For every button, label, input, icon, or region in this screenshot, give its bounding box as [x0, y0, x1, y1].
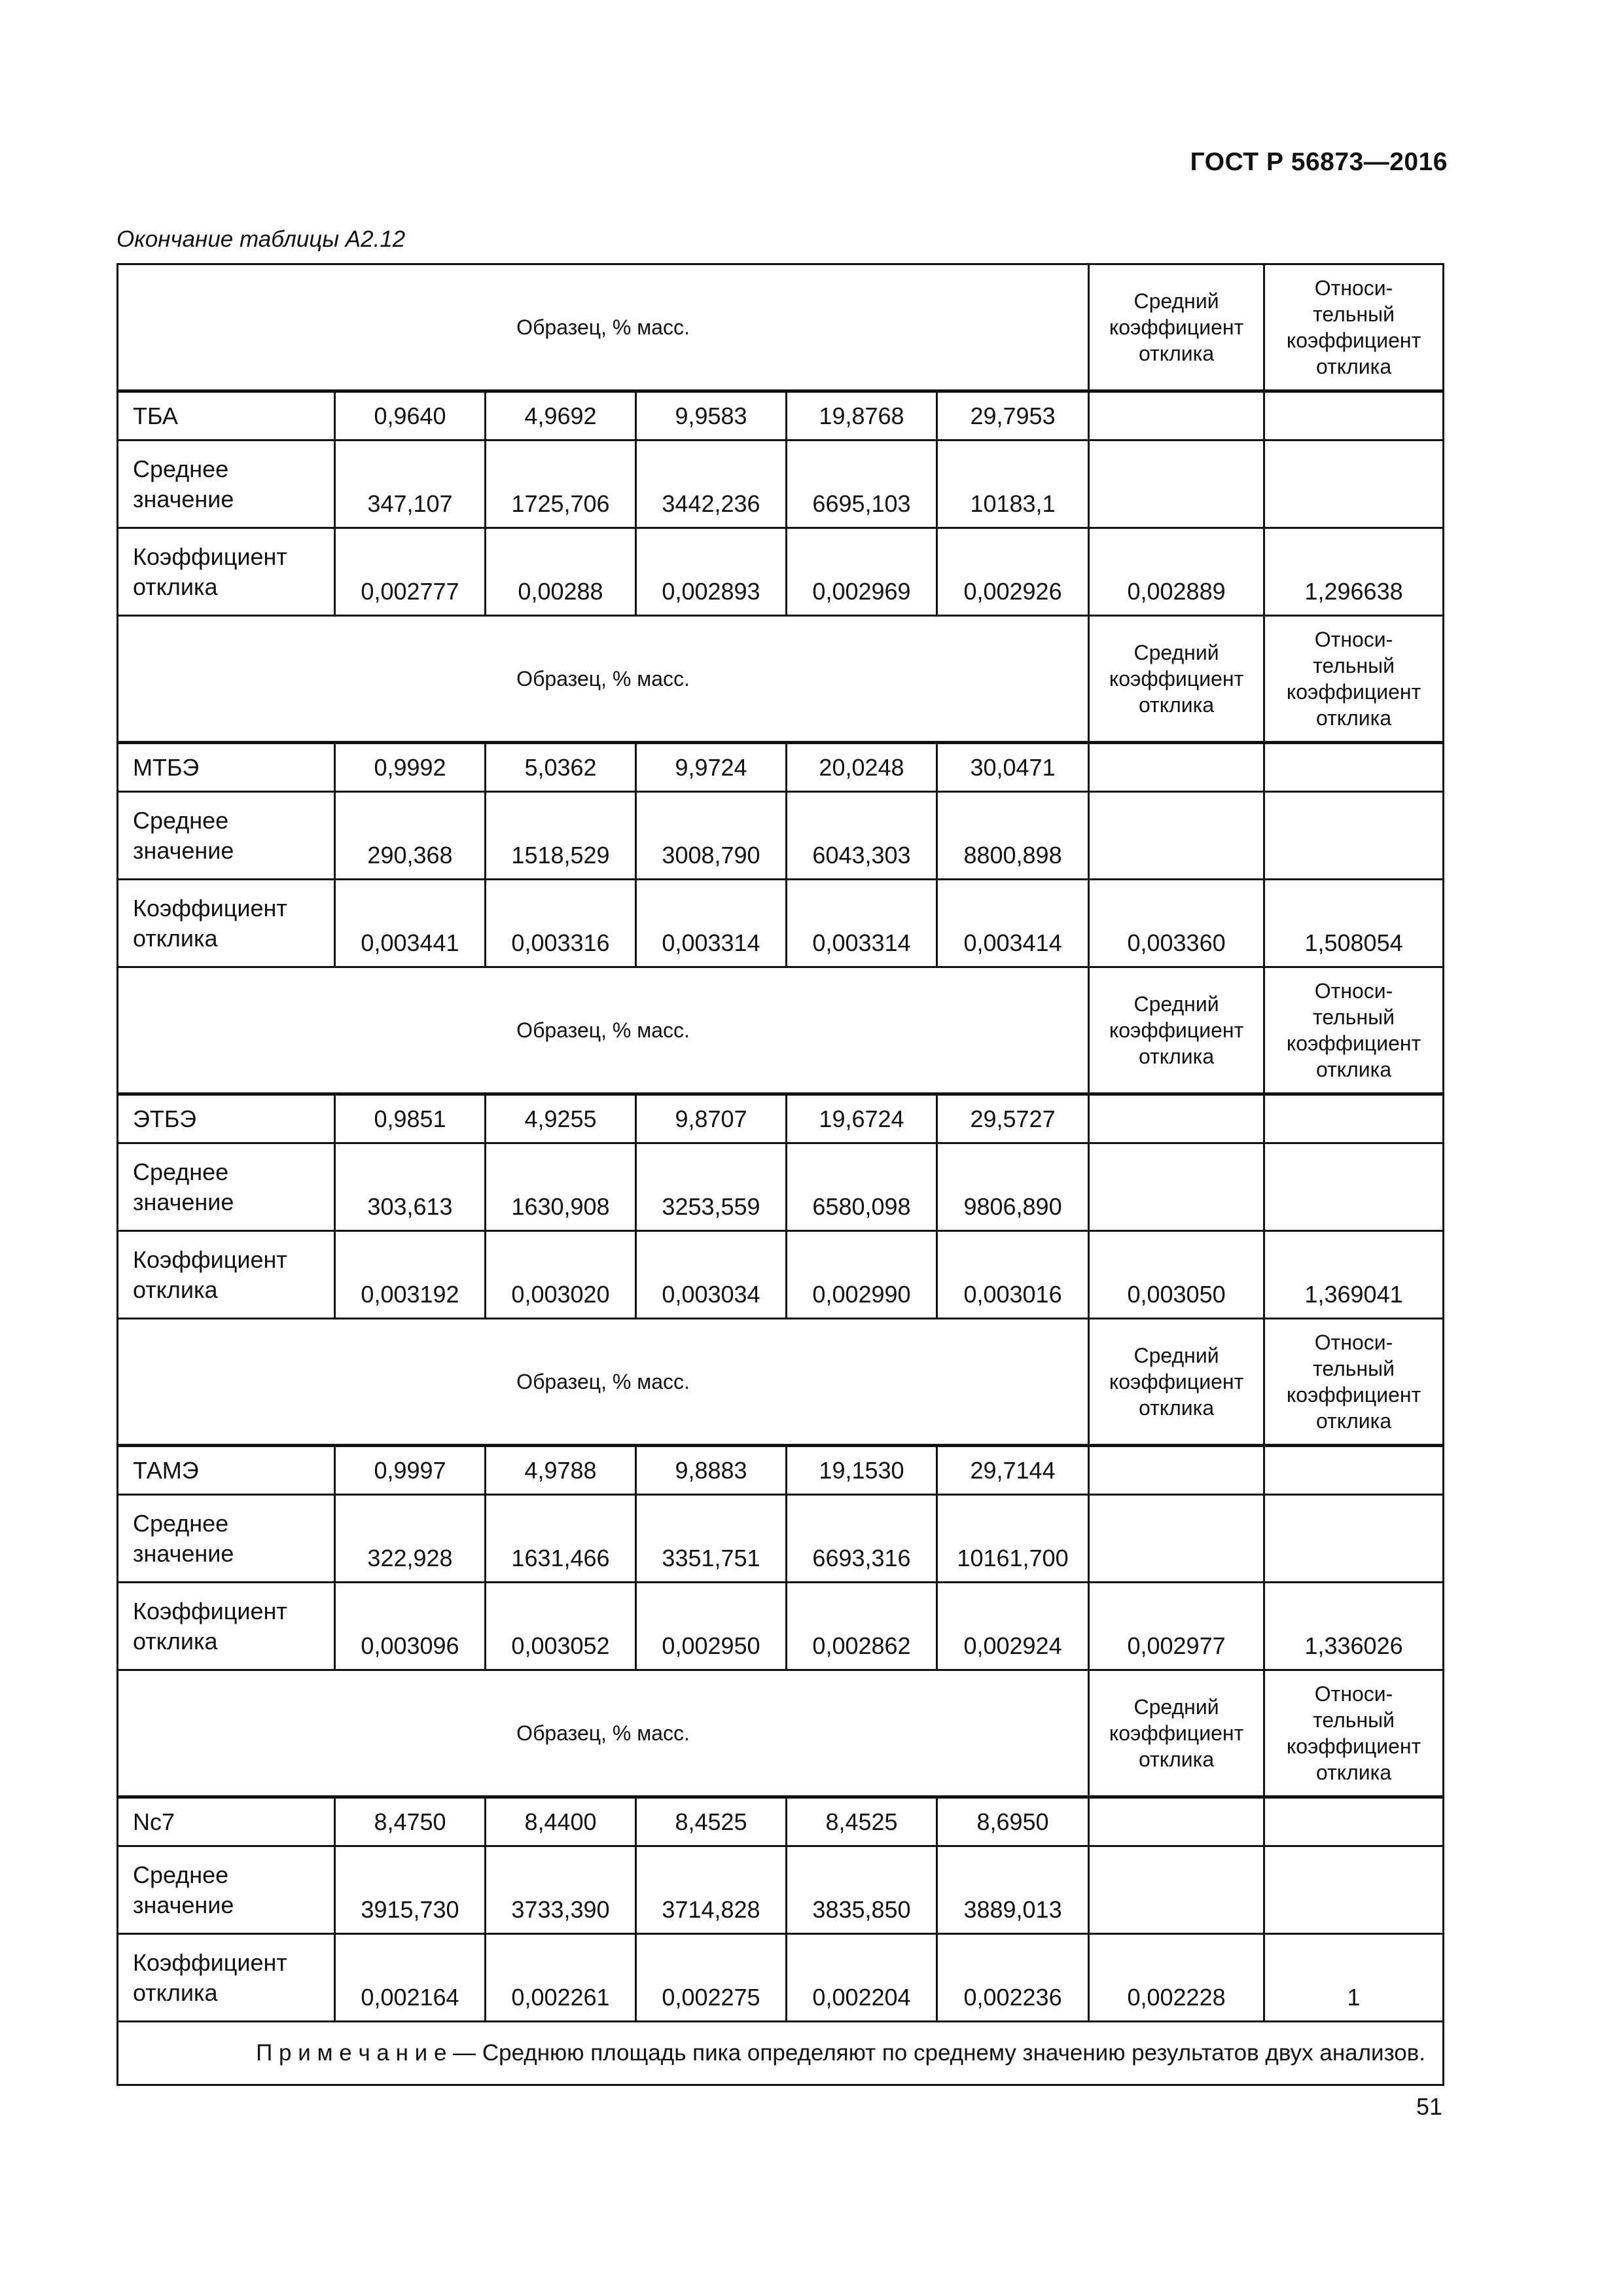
- header-line: отклика: [1315, 1409, 1392, 1433]
- response-coef-cell: 0,002990: [787, 1231, 937, 1319]
- empty-cell: [1089, 1446, 1264, 1495]
- mean-value-cell: 3835,850: [787, 1846, 937, 1934]
- label-line: отклика: [133, 1979, 218, 2006]
- response-coef-cell: 0,00288: [486, 528, 636, 616]
- concentration-cell: 5,0362: [486, 743, 636, 792]
- label-line: значение: [133, 485, 234, 512]
- mean-coef-header-cell: [1089, 967, 1264, 1094]
- mean-coef-header-cell: [1089, 1319, 1264, 1446]
- header-line: Средний: [1133, 1344, 1219, 1367]
- response-coef-cell: 0,003414: [937, 880, 1089, 967]
- empty-cell: [1264, 440, 1444, 528]
- label-line: Коэффициент: [133, 1948, 287, 1976]
- response-coef-row: [118, 1583, 1444, 1670]
- mean-coef-cell: 0,002889: [1089, 528, 1264, 616]
- concentration-row: [118, 391, 1444, 440]
- compound-name: ЭТБЭ: [118, 1094, 335, 1143]
- mean-value-cell: 322,928: [335, 1495, 486, 1583]
- mean-value-row: [118, 1495, 1444, 1583]
- mean-value-label: [118, 440, 335, 528]
- mean-value-cell: 9806,890: [937, 1143, 1089, 1231]
- label-line: значение: [133, 836, 234, 864]
- header-line: Относи-: [1314, 1331, 1393, 1354]
- empty-cell: [1089, 440, 1264, 528]
- rel-coef-header-cell: [1264, 1670, 1444, 1797]
- empty-cell: [1089, 1797, 1264, 1846]
- response-coef-cell: 0,003052: [486, 1583, 636, 1670]
- block-header-row: [118, 1319, 1444, 1446]
- empty-cell: [1264, 1846, 1444, 1934]
- mean-coef-cell: 0,003360: [1089, 880, 1264, 967]
- mean-value-cell: 10183,1: [937, 440, 1089, 528]
- header-line: коэффициент: [1109, 315, 1244, 339]
- mean-value-label: [118, 792, 335, 880]
- mean-value-cell: 3253,559: [636, 1143, 787, 1231]
- concentration-cell: 20,0248: [787, 743, 937, 792]
- concentration-cell: 9,8707: [636, 1094, 787, 1143]
- header-line: коэффициент: [1286, 329, 1421, 352]
- response-coef-cell: 0,003441: [335, 880, 486, 967]
- header-line: Относи-: [1314, 979, 1393, 1003]
- mean-value-label: [118, 1495, 335, 1583]
- header-line: Относи-: [1314, 1682, 1393, 1706]
- empty-cell: [1264, 1797, 1444, 1846]
- concentration-cell: 8,6950: [937, 1797, 1089, 1846]
- empty-cell: [1264, 391, 1444, 440]
- concentration-cell: 8,4525: [636, 1797, 787, 1846]
- concentration-cell: 8,4750: [335, 1797, 486, 1846]
- response-coef-cell: 0,003034: [636, 1231, 787, 1319]
- mean-value-cell: 3714,828: [636, 1846, 787, 1934]
- sample-header-cell: Образец, % масс.: [118, 967, 1089, 1094]
- response-coef-cell: 0,002261: [486, 1934, 636, 2022]
- response-coef-cell: 0,002275: [636, 1934, 787, 2022]
- label-line: отклика: [133, 1276, 218, 1303]
- mean-coef-header-cell: [1089, 616, 1264, 743]
- header-line: Средний: [1133, 289, 1219, 313]
- mean-coef-header-cell: [1089, 264, 1264, 391]
- response-coef-cell: 0,003192: [335, 1231, 486, 1319]
- label-line: Среднее: [133, 1509, 229, 1537]
- document-code: ГОСТ Р 56873—2016: [1190, 148, 1448, 176]
- mean-value-cell: 3889,013: [937, 1846, 1089, 1934]
- mean-value-cell: 3008,790: [636, 792, 787, 880]
- header-line: отклика: [1138, 1396, 1215, 1420]
- response-coef-label: [118, 1231, 335, 1319]
- concentration-cell: 0,9640: [335, 391, 486, 440]
- header-line: отклика: [1138, 1045, 1215, 1068]
- compound-name: МТБЭ: [118, 743, 335, 792]
- concentration-cell: 4,9692: [486, 391, 636, 440]
- header-line: Относи-: [1314, 276, 1393, 300]
- label-line: отклика: [133, 1627, 218, 1655]
- label-line: Коэффициент: [133, 894, 287, 922]
- header-line: коэффициент: [1109, 1370, 1244, 1393]
- mean-value-cell: 10161,700: [937, 1495, 1089, 1583]
- concentration-row: [118, 1094, 1444, 1143]
- label-line: Среднее: [133, 1861, 229, 1888]
- response-coef-row: [118, 1231, 1444, 1319]
- mean-value-cell: 3351,751: [636, 1495, 787, 1583]
- response-coefficient-table: [116, 263, 1444, 2086]
- response-coef-cell: 0,003314: [787, 880, 937, 967]
- response-coef-row: [118, 528, 1444, 616]
- label-line: значение: [133, 1539, 234, 1567]
- concentration-cell: 19,6724: [787, 1094, 937, 1143]
- header-line: коэффициент: [1109, 1721, 1244, 1745]
- rel-coef-cell: 1,296638: [1264, 528, 1444, 616]
- response-coef-cell: 0,002164: [335, 1934, 486, 2022]
- response-coef-cell: 0,002924: [937, 1583, 1089, 1670]
- header-line: коэффициент: [1286, 680, 1421, 704]
- block-header-row: [118, 616, 1444, 743]
- mean-coef-header-cell: [1089, 1670, 1264, 1797]
- mean-value-cell: 1630,908: [486, 1143, 636, 1231]
- mean-value-cell: 290,368: [335, 792, 486, 880]
- compound-name: Nc7: [118, 1797, 335, 1846]
- response-coef-cell: 0,003096: [335, 1583, 486, 1670]
- header-line: отклика: [1315, 1058, 1392, 1081]
- label-line: Среднее: [133, 806, 229, 834]
- block-header-row: [118, 1670, 1444, 1797]
- header-line: Относи-: [1314, 628, 1393, 651]
- mean-value-cell: 6693,316: [787, 1495, 937, 1583]
- label-line: Коэффициент: [133, 1597, 287, 1624]
- empty-cell: [1264, 1094, 1444, 1143]
- rel-coef-header-cell: [1264, 967, 1444, 1094]
- response-coef-cell: 0,002969: [787, 528, 937, 616]
- response-coef-label: [118, 1583, 335, 1670]
- rel-coef-cell: 1,369041: [1264, 1231, 1444, 1319]
- block-header-row: [118, 967, 1444, 1094]
- mean-value-cell: 1631,466: [486, 1495, 636, 1583]
- response-coef-cell: 0,003016: [937, 1231, 1089, 1319]
- label-line: Среднее: [133, 1158, 229, 1185]
- empty-cell: [1089, 743, 1264, 792]
- header-line: тельный: [1313, 1357, 1395, 1380]
- mean-value-cell: 1518,529: [486, 792, 636, 880]
- concentration-cell: 19,1530: [787, 1446, 937, 1495]
- header-line: отклика: [1315, 1761, 1392, 1784]
- compound-name: ТБА: [118, 391, 335, 440]
- mean-value-cell: 3915,730: [335, 1846, 486, 1934]
- label-line: значение: [133, 1188, 234, 1215]
- concentration-cell: 8,4400: [486, 1797, 636, 1846]
- response-coef-label: [118, 1934, 335, 2022]
- concentration-cell: 0,9997: [335, 1446, 486, 1495]
- block-header-row: [118, 264, 1444, 391]
- rel-coef-cell: 1,336026: [1264, 1583, 1444, 1670]
- mean-value-cell: 6043,303: [787, 792, 937, 880]
- empty-cell: [1264, 1446, 1444, 1495]
- header-line: отклика: [1315, 355, 1392, 378]
- empty-cell: [1264, 1143, 1444, 1231]
- header-line: отклика: [1138, 693, 1215, 717]
- mean-value-cell: 6580,098: [787, 1143, 937, 1231]
- concentration-cell: 9,9724: [636, 743, 787, 792]
- concentration-cell: 29,5727: [937, 1094, 1089, 1143]
- response-coef-cell: 0,002926: [937, 528, 1089, 616]
- mean-value-row: [118, 792, 1444, 880]
- header-line: отклика: [1315, 706, 1392, 730]
- header-line: тельный: [1313, 1005, 1395, 1029]
- mean-value-cell: 1725,706: [486, 440, 636, 528]
- header-line: тельный: [1313, 1708, 1395, 1732]
- sample-header-cell: Образец, % масс.: [118, 264, 1089, 391]
- header-line: коэффициент: [1286, 1031, 1421, 1055]
- label-line: Коэффициент: [133, 543, 287, 570]
- mean-value-cell: 303,613: [335, 1143, 486, 1231]
- mean-coef-cell: 0,003050: [1089, 1231, 1264, 1319]
- empty-cell: [1264, 792, 1444, 880]
- empty-cell: [1089, 1143, 1264, 1231]
- mean-value-label: [118, 1143, 335, 1231]
- response-coef-cell: 0,002236: [937, 1934, 1089, 2022]
- mean-value-cell: 6695,103: [787, 440, 937, 528]
- header-line: коэффициент: [1286, 1383, 1421, 1407]
- concentration-cell: 4,9788: [486, 1446, 636, 1495]
- concentration-cell: 9,9583: [636, 391, 787, 440]
- concentration-cell: 0,9851: [335, 1094, 486, 1143]
- label-line: Среднее: [133, 455, 229, 482]
- empty-cell: [1089, 1846, 1264, 1934]
- concentration-cell: 8,4525: [787, 1797, 937, 1846]
- table-caption: Окончание таблицы А2.12: [116, 226, 406, 252]
- mean-value-row: [118, 1846, 1444, 1934]
- concentration-row: [118, 743, 1444, 792]
- rel-coef-header-cell: [1264, 616, 1444, 743]
- sample-header-cell: Образец, % масс.: [118, 1319, 1089, 1446]
- response-coef-cell: 0,003316: [486, 880, 636, 967]
- header-line: Средний: [1133, 1695, 1219, 1719]
- sample-header-cell: Образец, % масс.: [118, 1670, 1089, 1797]
- empty-cell: [1264, 743, 1444, 792]
- table-note: П р и м е ч а н и е — Среднюю площадь пика определяют по среднему значению результатов двух анализов.: [118, 2022, 1444, 2085]
- response-coef-cell: 0,002893: [636, 528, 787, 616]
- concentration-cell: 29,7953: [937, 391, 1089, 440]
- response-coef-cell: 0,002950: [636, 1583, 787, 1670]
- concentration-row: [118, 1446, 1444, 1495]
- mean-coef-cell: 0,002228: [1089, 1934, 1264, 2022]
- concentration-cell: 30,0471: [937, 743, 1089, 792]
- response-coef-row: [118, 880, 1444, 967]
- response-coef-cell: 0,002204: [787, 1934, 937, 2022]
- mean-coef-cell: 0,002977: [1089, 1583, 1264, 1670]
- mean-value-row: [118, 440, 1444, 528]
- concentration-cell: 0,9992: [335, 743, 486, 792]
- response-coef-row: [118, 1934, 1444, 2022]
- header-line: коэффициент: [1109, 667, 1244, 691]
- label-line: отклика: [133, 573, 218, 600]
- mean-value-label: [118, 1846, 335, 1934]
- rel-coef-cell: 1: [1264, 1934, 1444, 2022]
- mean-value-cell: 8800,898: [937, 792, 1089, 880]
- concentration-cell: 29,7144: [937, 1446, 1089, 1495]
- header-line: тельный: [1313, 302, 1395, 326]
- header-line: тельный: [1313, 654, 1395, 677]
- mean-value-cell: 3442,236: [636, 440, 787, 528]
- mean-value-cell: 347,107: [335, 440, 486, 528]
- header-line: отклика: [1138, 342, 1215, 365]
- empty-cell: [1089, 1495, 1264, 1583]
- label-line: отклика: [133, 924, 218, 952]
- empty-cell: [1089, 792, 1264, 880]
- rel-coef-header-cell: [1264, 264, 1444, 391]
- concentration-cell: 9,8883: [636, 1446, 787, 1495]
- response-coef-label: [118, 528, 335, 616]
- response-coef-cell: 0,003020: [486, 1231, 636, 1319]
- header-line: отклика: [1138, 1748, 1215, 1771]
- mean-value-row: [118, 1143, 1444, 1231]
- header-line: коэффициент: [1286, 1734, 1421, 1758]
- concentration-cell: 4,9255: [486, 1094, 636, 1143]
- empty-cell: [1089, 1094, 1264, 1143]
- compound-name: ТАМЭ: [118, 1446, 335, 1495]
- empty-cell: [1264, 1495, 1444, 1583]
- header-line: Средний: [1133, 992, 1219, 1016]
- concentration-row: [118, 1797, 1444, 1846]
- empty-cell: [1089, 391, 1264, 440]
- mean-value-cell: 3733,390: [486, 1846, 636, 1934]
- rel-coef-cell: 1,508054: [1264, 880, 1444, 967]
- response-coef-cell: 0,002777: [335, 528, 486, 616]
- label-line: Коэффициент: [133, 1246, 287, 1273]
- response-coef-cell: 0,003314: [636, 880, 787, 967]
- sample-header-cell: Образец, % масс.: [118, 616, 1089, 743]
- response-coef-cell: 0,002862: [787, 1583, 937, 1670]
- concentration-cell: 19,8768: [787, 391, 937, 440]
- header-line: Средний: [1133, 641, 1219, 664]
- response-coef-label: [118, 880, 335, 967]
- rel-coef-header-cell: [1264, 1319, 1444, 1446]
- header-line: коэффициент: [1109, 1018, 1244, 1042]
- label-line: значение: [133, 1891, 234, 1918]
- page-number: 51: [1416, 2093, 1442, 2120]
